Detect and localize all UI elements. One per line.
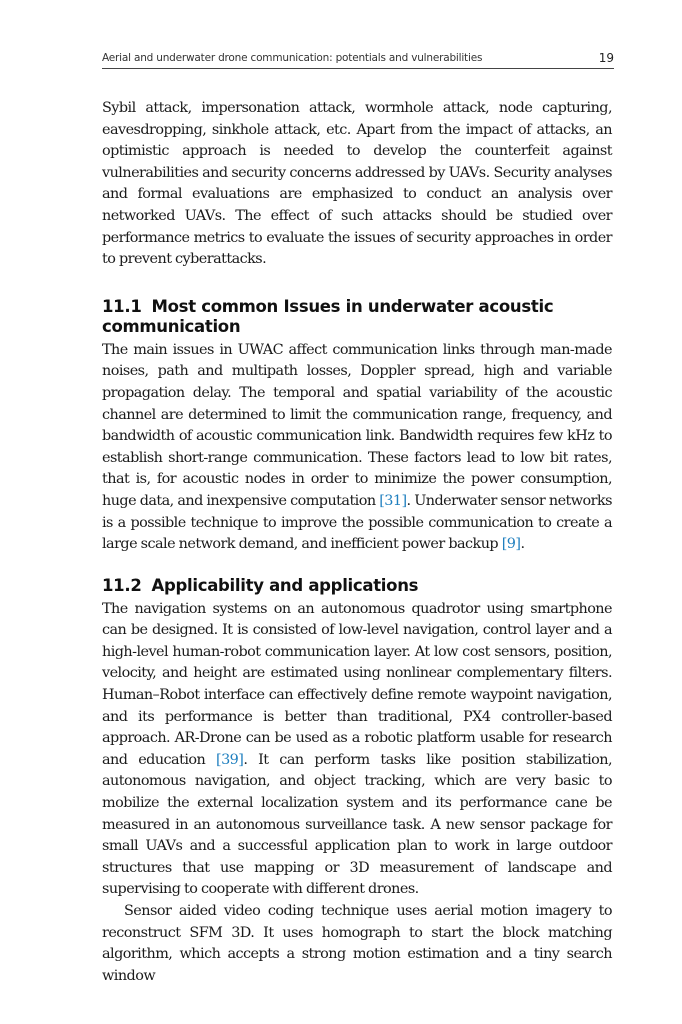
section-heading-11-1	[102, 297, 612, 337]
body-text	[102, 98, 612, 987]
section-heading-11-2	[102, 576, 612, 596]
text-run: . Underwater sensor networks is a possible technique to improve the possible communication to create a large scale network demand, and inefficient power backup	[102, 492, 612, 553]
citation-link[interactable]: [39]	[216, 751, 244, 768]
citation-link[interactable]: [9]	[501, 536, 521, 553]
section-title: Most common Issues in underwater acoustic communication	[102, 296, 554, 336]
intro-paragraph: Sybil attack, impersonation attack, wormhole attack, node capturing, eavesdropping, sinkhole attack, etc. Apart from the impact of attacks, an optimistic approach is needed to develop the counterfeit against vulnerabilities and security concerns addressed by UAVs. Security analyses and formal evaluations are emphasized to conduct an analysis over networked UAVs. The effect of such attacks should be studied over performance metrics to evaluate the issues of security approaches in order to prevent cyberattacks.	[102, 100, 612, 268]
section-number: 11.2	[102, 575, 142, 595]
section-number: 11.1	[102, 296, 142, 316]
text-run: .	[520, 536, 525, 553]
page-number: 19	[598, 51, 614, 65]
paragraph-11-2-second: Sensor aided video coding technique uses aerial motion imagery to reconstruct SFM 3D. It uses homograph to start the block matching algorithm, which accepts a strong motion estimation and a tiny search window	[102, 903, 612, 984]
header-rule	[102, 68, 614, 69]
section-title: Applicability and applications	[151, 575, 419, 595]
running-title: Aerial and underwater drone communication: potentials and vulnerabilities	[102, 52, 483, 64]
text-run: . It can perform tasks like position stabilization, autonomous navigation, and object tracking, which are very basic to mobilize the external localization system and its performance cane be measured in an autonomous surveillance task. A new sensor package for small UAVs and a successful application plan to work in large outdoor structures that use mapping or 3D measurement of landscape and supervising to cooperate with different drones.	[102, 751, 613, 898]
text-run: The navigation systems on an autonomous quadrotor using smartphone can be designed. It is consisted of low-level navigation, control layer and a high-level human-robot communication layer. At low cost sensors, position, velocity, and height are estimated using nonlinear complementary filters. Human–Robot interface can effectively define remote waypoint navigation, and its performance is better than traditional, PX4 controller-based approach. AR-Drone can be used as a robotic platform usable for research and education	[102, 600, 612, 768]
citation-link[interactable]: [31]	[379, 492, 407, 509]
paragraph-11-1	[102, 340, 612, 556]
paragraph-11-2-first	[102, 599, 612, 901]
text-run: The main issues in UWAC affect communication links through man-made noises, path and multipath losses, Doppler spread, high and variable propagation delay. The temporal and spatial variability of the acoustic channel are determined to limit the communication range, frequency, and bandwidth of acoustic communication link. Bandwidth requires few kHz to establish short-range communication. These factors lead to low bit rates, that is, for acoustic nodes in order to minimize the power consumption, huge data, and inexpensive computation	[102, 341, 612, 509]
